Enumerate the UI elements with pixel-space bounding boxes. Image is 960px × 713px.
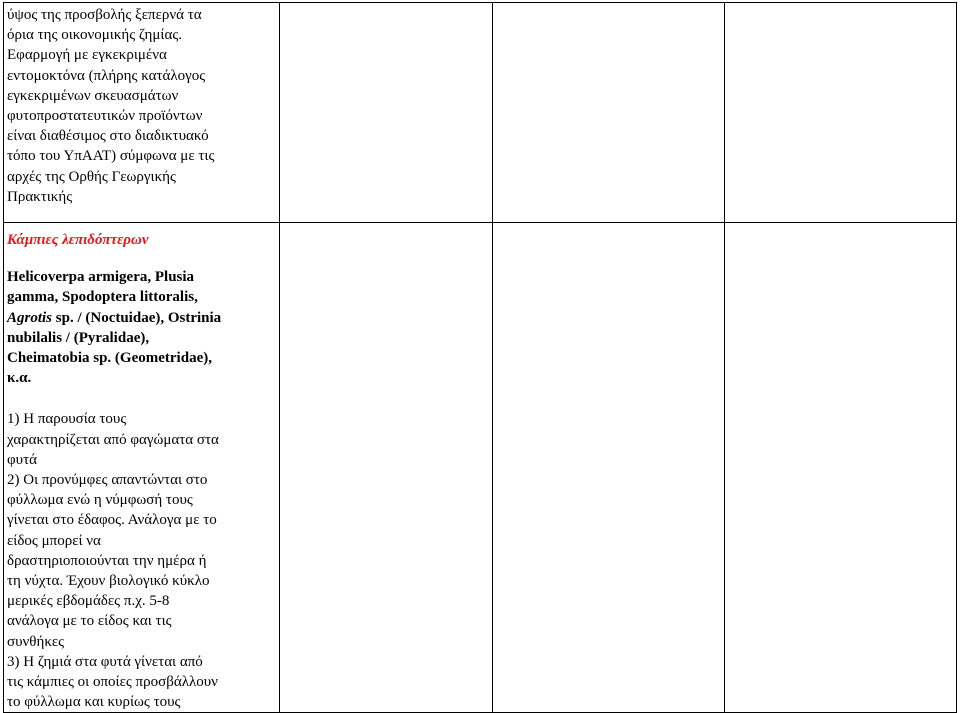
desc-line: ανάλογα με το είδος και τις: [7, 613, 172, 630]
text-line: είναι διαθέσιμος στο διαδικτυακό: [7, 128, 209, 145]
desc-line: δραστηριοποιούνται την ημέρα ή: [7, 552, 207, 569]
desc-line: φύλλωμα ενώ η νύμφωσή τους: [7, 492, 193, 509]
table-row: [4, 3, 957, 223]
species-line: Helicoverpa armigera, Plusia: [7, 269, 195, 286]
desc-line: φυτά: [7, 451, 37, 468]
section-title: Κάμπιες λεπιδόπτερων: [7, 232, 149, 248]
species-line: κ.α.: [7, 370, 32, 387]
text-line: όρια της οικονομικής ζημίας.: [7, 27, 183, 44]
desc-line: είδος μπορεί να: [7, 532, 101, 549]
table-cell-empty: [492, 223, 724, 713]
desc-line: 3) Η ζημιά στα φυτά γίνεται από: [7, 653, 203, 670]
species-line: nubilalis / (Pyralidae),: [7, 329, 150, 346]
table-row: [4, 223, 957, 713]
desc-line: τις κάμπιες οι οποίες προσβάλλουν: [7, 674, 218, 691]
desc-line: μερικές εβδομάδες π.χ. 5-8: [7, 593, 170, 610]
desc-line: το φύλλωμα και κυρίως τους: [7, 694, 181, 711]
table-cell-text: [4, 3, 280, 223]
text-line: εγκεκριμένων σκευασμάτων: [7, 87, 179, 104]
table-cell-empty: [280, 223, 493, 713]
text-line: τόπο του ΥπΑΑΤ) σύμφωνα με τις: [7, 148, 215, 165]
text-line: εντομοκτόνα (πλήρης κατάλογος: [7, 67, 206, 84]
desc-line: τη νύχτα. Έχουν βιολογικό κύκλο: [7, 573, 210, 590]
species-line: [7, 308, 276, 328]
desc-line: χαρακτηρίζεται από φαγώματα στα: [7, 431, 219, 448]
table-cell-empty: [492, 3, 724, 223]
document-page: [3, 2, 957, 711]
species-list: [7, 267, 276, 388]
text-line: φυτοπροστατευτικών προϊόντων: [7, 108, 203, 125]
text-line: Πρακτικής: [7, 188, 73, 205]
desc-line: 2) Οι προνύμφες απαντώνται στο: [7, 472, 208, 489]
desc-line: 1) Η παρουσία τους: [7, 411, 127, 428]
table-cell-empty: [724, 223, 956, 713]
description: [7, 409, 276, 712]
species-line: gamma, Spodoptera littoralis,: [7, 289, 198, 306]
table-cell-text: [4, 223, 280, 713]
cell-paragraph: [4, 3, 279, 207]
text-line: αρχές της Ορθής Γεωργικής: [7, 168, 176, 185]
species-line-rest: sp. / (Noctuidae), Ostrinia: [52, 309, 222, 326]
species-line: Cheimatobia sp. (Geometridae),: [7, 350, 212, 367]
pest-control-table: [3, 2, 957, 713]
desc-line: γίνεται στο έδαφος. Ανάλογα με το: [7, 512, 217, 529]
table-cell-empty: [280, 3, 493, 223]
table-cell-empty: [724, 3, 956, 223]
species-genus-italic: Agrotis: [7, 309, 53, 326]
text-line: ύψος της προσβολής ξεπερνά τα: [7, 7, 202, 23]
text-line: Εφαρμογή με εγκεκριμένα: [7, 47, 167, 64]
desc-line: συνθήκες: [7, 633, 65, 650]
cell-paragraph: [4, 223, 279, 712]
